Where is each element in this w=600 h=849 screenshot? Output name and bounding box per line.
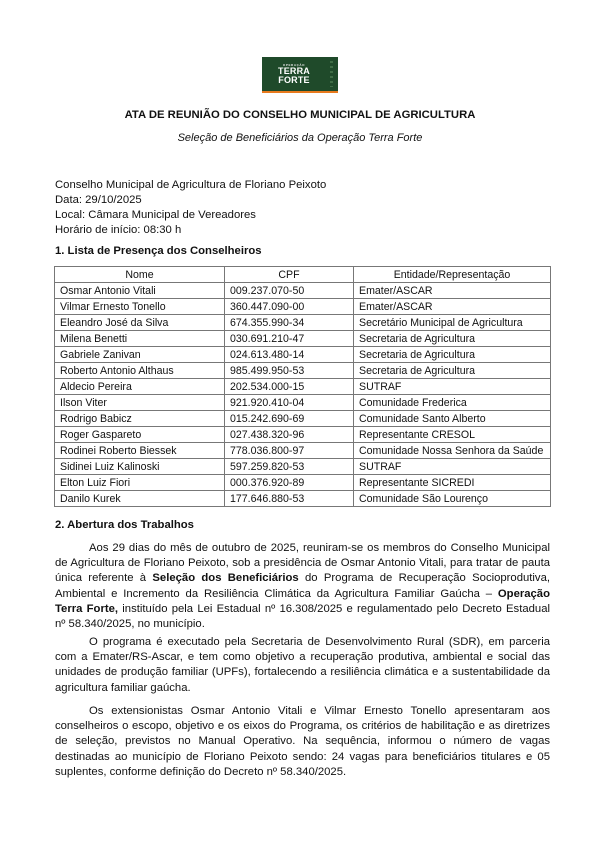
meeting-date: Data: 29/10/2025 [55, 194, 142, 206]
cell-cpf: 597.259.820-53 [225, 459, 354, 475]
cell-name: Danilo Kurek [55, 491, 225, 507]
table-row [55, 459, 551, 475]
table-row [55, 395, 551, 411]
cell-cpf: 009.237.070-50 [225, 283, 354, 299]
section-2-heading: 2. Abertura dos Trabalhos [55, 519, 194, 531]
cell-entity: Secretaria de Agricultura [354, 331, 551, 347]
cell-cpf: 030.691.210-47 [225, 331, 354, 347]
meeting-start-time: Horário de início: 08:30 h [55, 224, 182, 236]
logo-operacao-text: OPERAÇÃO [282, 63, 306, 67]
cell-name: Eleandro José da Silva [55, 315, 225, 331]
paragraph-text: do Programa de Recuperação Socioprodutiva, Ambiental e Incremento da Resiliência Climática da Agricultura Familiar Gaúcha – [55, 572, 550, 600]
cell-cpf: 921.920.410-04 [225, 395, 354, 411]
table-row [55, 299, 551, 315]
cell-entity: Secretário Municipal de Agricultura [354, 315, 551, 331]
cell-name: Vilmar Ernesto Tonello [55, 299, 225, 315]
cell-name: Milena Benetti [55, 331, 225, 347]
cell-cpf: 177.646.880-53 [225, 491, 354, 507]
paragraph-text: Aos 29 dias do mês de outubro de 2025, reuniram-se os membros do Conselho Municipal de Agricultura de Floriano Peixoto, sob a presidência de Osmar Antonio Vitali, para tratar de pauta única referente à [55, 542, 550, 585]
section-1-heading: 1. Lista de Presença dos Conselheiros [55, 245, 262, 257]
meeting-location: Local: Câmara Municipal de Vereadores [55, 209, 256, 221]
table-row [55, 427, 551, 443]
cell-name: Roberto Antonio Althaus [55, 363, 225, 379]
cell-name: Ilson Viter [55, 395, 225, 411]
cell-entity: SUTRAF [354, 379, 551, 395]
logo-forte-text: FORTE [278, 75, 310, 85]
paragraph-opening [55, 541, 550, 632]
cell-entity: Comunidade Nossa Senhora da Saúde [354, 443, 551, 459]
column-header-entity: Entidade/Representação [354, 267, 551, 283]
cell-cpf: 015.242.690-69 [225, 411, 354, 427]
table-row [55, 475, 551, 491]
table-header-row [55, 267, 551, 283]
cell-entity: Comunidade São Lourenço [354, 491, 551, 507]
cell-cpf: 000.376.920-89 [225, 475, 354, 491]
table-row [55, 331, 551, 347]
meeting-info [55, 178, 326, 238]
cell-entity: Secretaria de Agricultura [354, 363, 551, 379]
column-header-name: Nome [55, 267, 225, 283]
paragraph-extensionists [55, 704, 550, 780]
table-row [55, 315, 551, 331]
document-subtitle: Seleção de Beneficiários da Operação Terra Forte [177, 132, 423, 144]
cell-name: Roger Gaspareto [55, 427, 225, 443]
column-header-cpf: CPF [225, 267, 354, 283]
cell-entity: Comunidade Santo Alberto [354, 411, 551, 427]
paragraph-text: Os extensionistas Osmar Antonio Vitali e Vilmar Ernesto Tonello apresentaram aos conselheiros o escopo, objetivo e os eixos do Programa, os critérios de habilitação e as diretrizes de seleção, previstos no Manual Operativo. Na sequência, informou o número de vagas destinadas ao município de Floriano Peixoto sendo: 24 vagas para beneficiários titulares e 05 suplentes, conforme definição do Decreto nº 58.340/2025. [55, 705, 550, 778]
paragraph-text: instituído pela Lei Estadual nº 16.308/2025 e regulamentado pelo Decreto Estadual nº 58.340/2025, no município. [55, 602, 550, 631]
cell-name: Rodrigo Babicz [55, 411, 225, 427]
cell-entity: Secretaria de Agricultura [354, 347, 551, 363]
table-row [55, 363, 551, 379]
cell-entity: Representante CRESOL [354, 427, 551, 443]
cell-cpf: 202.534.000-15 [225, 379, 354, 395]
document-title: ATA DE REUNIÃO DO CONSELHO MUNICIPAL DE AGRICULTURA [124, 109, 476, 121]
cell-name: Elton Luiz Fiori [55, 475, 225, 491]
table-row [55, 443, 551, 459]
table-row [55, 283, 551, 299]
cell-entity: Comunidade Frederica [354, 395, 551, 411]
cell-name: Gabriele Zanivan [55, 347, 225, 363]
table-row [55, 347, 551, 363]
cell-entity: Emater/ASCAR [354, 299, 551, 315]
cell-name: Osmar Antonio Vitali [55, 283, 225, 299]
table-row [55, 411, 551, 427]
cell-cpf: 985.499.950-53 [225, 363, 354, 379]
council-name: Conselho Municipal de Agricultura de Floriano Peixoto [55, 179, 327, 191]
cell-cpf: 778.036.800-97 [225, 443, 354, 459]
cell-cpf: 027.438.320-96 [225, 427, 354, 443]
cell-entity: Emater/ASCAR [354, 283, 551, 299]
logo-leaf-pattern-icon [330, 61, 333, 87]
cell-name: Rodinei Roberto Biessek [55, 443, 225, 459]
cell-name: Sidinei Luiz Kalinoski [55, 459, 225, 475]
terra-forte-logo [262, 57, 338, 93]
cell-cpf: 360.447.090-00 [225, 299, 354, 315]
cell-cpf: 024.613.480-14 [225, 347, 354, 363]
attendance-table [54, 266, 551, 507]
bold-text-operacao: Operação Terra Forte, [55, 587, 550, 615]
table-row [55, 379, 551, 395]
cell-name: Aldecio Pereira [55, 379, 225, 395]
table-row [55, 491, 551, 507]
paragraph-program [55, 635, 550, 696]
cell-entity: Representante SICREDI [354, 475, 551, 491]
bold-text-selecao: Seleção dos Beneficiários [152, 572, 299, 585]
cell-entity: SUTRAF [354, 459, 551, 475]
logo-terra-text: TERRA [278, 66, 310, 76]
paragraph-text: O programa é executado pela Secretaria de Desenvolvimento Rural (SDR), em parceria com a Emater/RS-Ascar, e tem como objetivo a recuperação produtiva, ambiental e social das unidades de produção familiar (UPFs), fortalecendo a resiliência climática e a sustentabilidade da agricultura familiar gaúcha. [55, 636, 550, 694]
cell-cpf: 674.355.990-34 [225, 315, 354, 331]
